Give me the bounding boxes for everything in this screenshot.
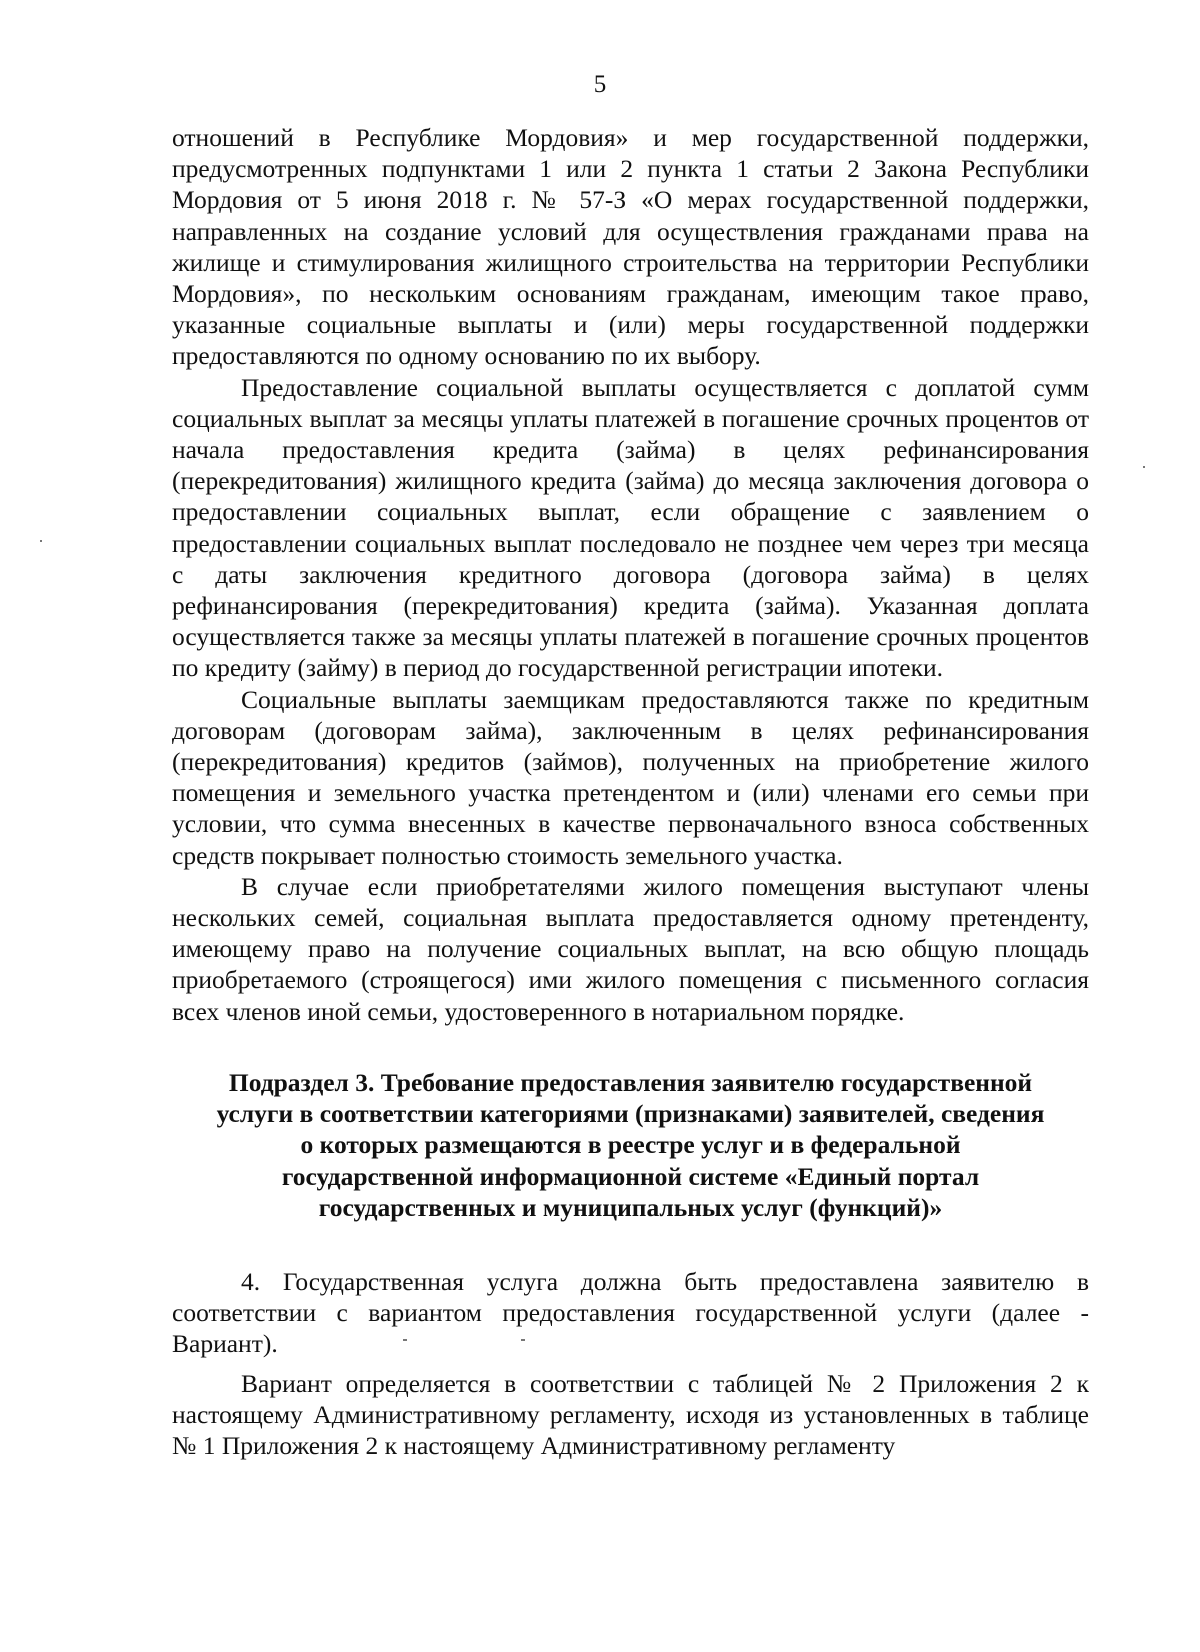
scan-speck xyxy=(403,1339,407,1341)
section-heading xyxy=(172,1067,1089,1223)
paragraph-borrower-payments: Социальные выплаты заемщикам предоставляются также по кредитным договорам (договорам займа), заключенным в целях рефинансирования (перекредитования) кредитов (займов), полученных на приобретение жилого помещения и земельного участка претендентом и (или) членами его семьи при условии, что сумма внесенных в качестве первоначального взноса собственных средств покрывает полностью стоимость земельного участка. xyxy=(172,684,1089,870)
section-heading-line: государственных и муниципальных услуг (функций)» xyxy=(318,1192,943,1222)
section-heading-line: о которых размещаются в реестре услуг и в федеральной xyxy=(300,1130,961,1160)
paragraph-variant-definition: Вариант определяется в соответствии с таблицей № 2 Приложения 2 к настоящему Административному регламенту, исходя из установленных в таблице № 1 Приложения 2 к настоящему Административному регламенту xyxy=(172,1368,1089,1460)
paragraph-multiple-families: В случае если приобретателями жилого помещения выступают члены нескольких семей, социальная выплата предоставляется одному претенденту, имеющему право на получение социальных выплат, на всю общую площадь приобретаемого (строящегося) ими жилого помещения с письменного согласия всех членов иной семьи, удостоверенного в нотариальном порядке. xyxy=(172,871,1089,1026)
scan-speck xyxy=(40,540,42,542)
paragraph-continuation: отношений в Республике Мордовия» и мер государственной поддержки, предусмотренных подпунктами 1 или 2 пункта 1 статьи 2 Закона Республики Мордовия от 5 июня 2018 г. № 57-З «О мерах государственной поддержки, направленных на создание условий для осуществления гражданами права на жилище и стимулирования жилищного строительства на территории Республики Мордовия», по нескольким основаниям гражданам, имеющим такое право, указанные социальные выплаты и (или) меры государственной поддержки предоставляются по одному основанию по их выбору. xyxy=(172,123,1089,371)
paragraph-refinancing-payment: Предоставление социальной выплаты осуществляется с доплатой сумм социальных выплат за месяцы уплаты платежей в погашение срочных процентов от начала предоставления кредита (займа) в целях рефинансирования (перекредитования) жилищного кредита (займа) до месяца заключения договора о предоставлении социальных выплат, если обращение с заявлением о предоставлении социальных выплат последовало не позднее чем через три месяца с даты заключения кредитного договора (договора займа) в целях рефинансирования (перекредитования) кредита (займа). Указанная доплата осуществляется также за месяцы уплаты платежей в погашение срочных процентов по кредиту (займу) в период до государственной регистрации ипотеки. xyxy=(172,372,1089,683)
page-number: 5 xyxy=(593,71,607,98)
section-heading-line: Подраздел 3. Требование предоставления заявителю государственной xyxy=(228,1067,1033,1097)
section-heading-line: государственной информационной системе «Единый портал xyxy=(281,1161,980,1191)
paragraph-item-4: 4. Государственная услуга должна быть предоставлена заявителю в соответствии с вариантом предоставления государственной услуги (далее - Вариант). xyxy=(172,1266,1089,1359)
section-heading-line: услуги в соответствии категориями (признаками) заявителей, сведения xyxy=(216,1099,1045,1129)
scan-speck xyxy=(1143,466,1145,468)
document-body xyxy=(172,122,1089,1461)
scan-speck xyxy=(521,1339,525,1341)
